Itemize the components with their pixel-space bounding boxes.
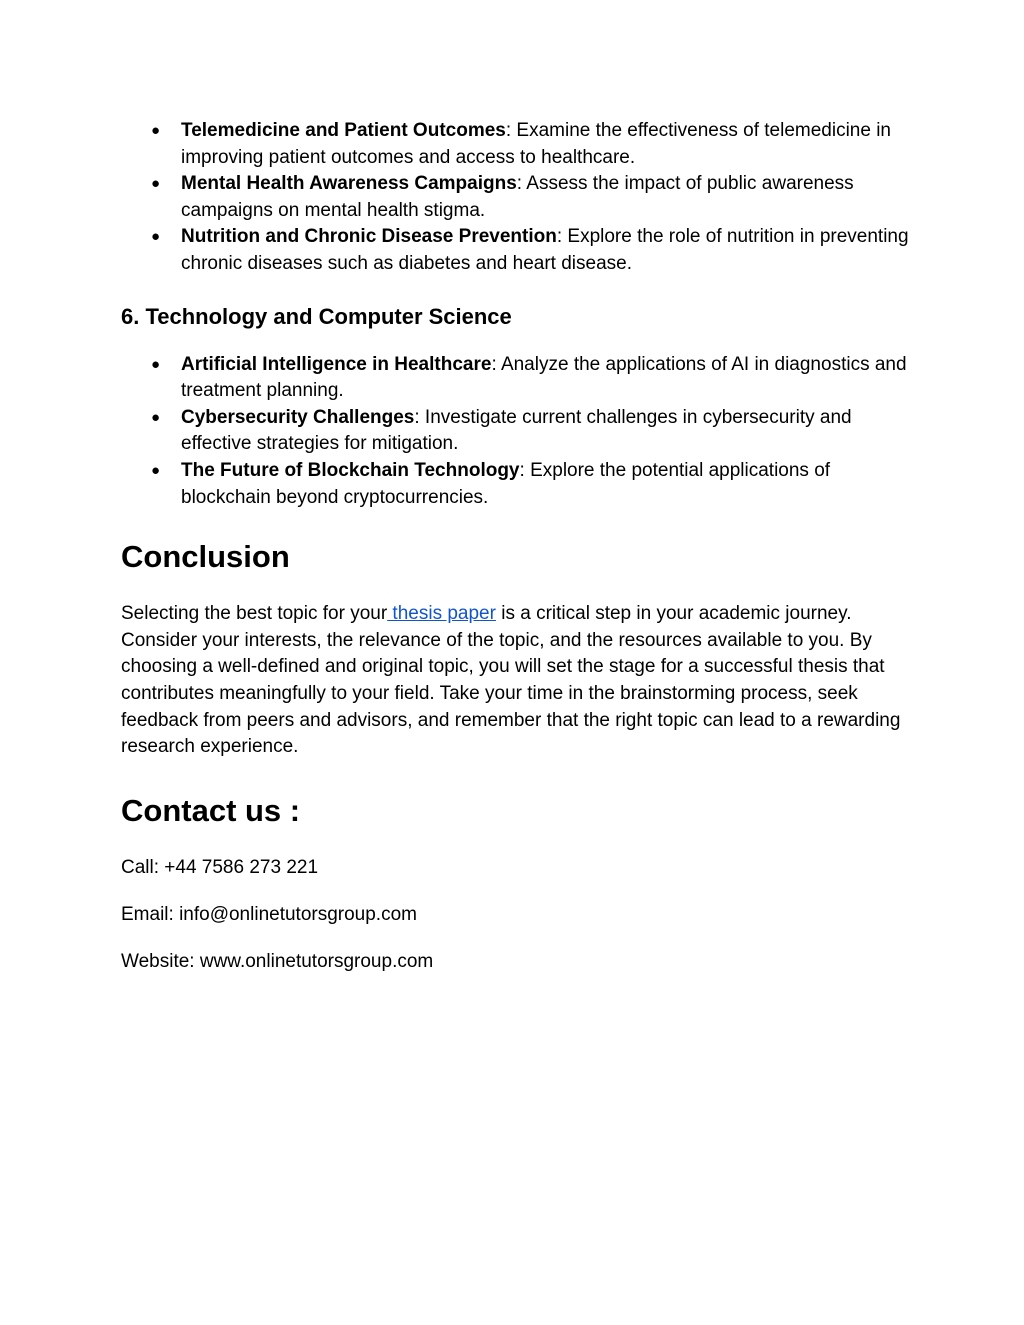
conclusion-paragraph xyxy=(121,601,911,761)
contact-email: Email: info@onlinetutorsgroup.com xyxy=(121,903,417,925)
list-item xyxy=(121,171,911,224)
contact-website: Website: www.onlinetutorsgroup.com xyxy=(121,950,434,972)
topic-title: Telemedicine and Patient Outcomes xyxy=(181,120,506,141)
health-topic-list xyxy=(121,118,911,278)
topic-title: Nutrition and Chronic Disease Prevention xyxy=(181,226,557,248)
topic-title: The Future of Blockchain Technology xyxy=(181,459,520,481)
topic-title: Cybersecurity Challenges xyxy=(181,406,415,428)
bullet-icon: ● xyxy=(151,461,161,479)
topic-description: : Explore the role of nutrition in preventing chronic diseases such as diabetes and heart disease. xyxy=(181,226,909,274)
bullet-icon: ● xyxy=(151,175,161,193)
contact-phone: Call: +44 7586 273 221 xyxy=(121,856,319,878)
conclusion-heading: Conclusion xyxy=(121,539,290,575)
bullet-icon: ● xyxy=(151,228,161,246)
list-item xyxy=(121,118,911,171)
topic-title: Artificial Intelligence in Healthcare xyxy=(181,353,492,375)
bullet-icon: ● xyxy=(151,355,161,373)
topic-description: : Explore the potential applications of blockchain beyond cryptocurrencies. xyxy=(181,459,831,508)
bullet-icon: ● xyxy=(151,122,161,139)
contact-heading: Contact us : xyxy=(121,792,301,828)
bullet-icon: ● xyxy=(151,408,161,426)
conclusion-text-start: Selecting the best topic for your xyxy=(121,603,388,625)
topic-description: : Analyze the applications of AI in diagnostics and treatment planning. xyxy=(181,353,907,402)
tech-section-heading: 6. Technology and Computer Science xyxy=(121,303,512,329)
conclusion-text-end: is a critical step in your academic journey. Consider your interests, the relevance of the topic, and the resources available to you. By choosing a well-defined and original topic, you will set the stage for a successful thesis that contributes meaningfully to your field. Take your time in the brainstorming process, seek feedback from peers and advisors, and remember that the right topic can lead to a rewarding research experience. xyxy=(121,603,901,758)
list-item xyxy=(121,224,911,277)
list-item xyxy=(121,405,911,458)
topic-description: : Investigate current challenges in cybersecurity and effective strategies for mitigation. xyxy=(181,406,852,455)
list-item xyxy=(121,352,911,405)
topic-title: Mental Health Awareness Campaigns xyxy=(181,173,517,195)
list-item xyxy=(121,458,911,511)
thesis-paper-link[interactable]: thesis paper xyxy=(387,603,496,625)
topic-description: : Examine the effectiveness of telemedicine in improving patient outcomes and access to healthcare. xyxy=(181,120,891,168)
document-page xyxy=(121,118,911,975)
tech-topic-list xyxy=(121,352,911,512)
topic-description: : Assess the impact of public awareness campaigns on mental health stigma. xyxy=(181,173,854,221)
